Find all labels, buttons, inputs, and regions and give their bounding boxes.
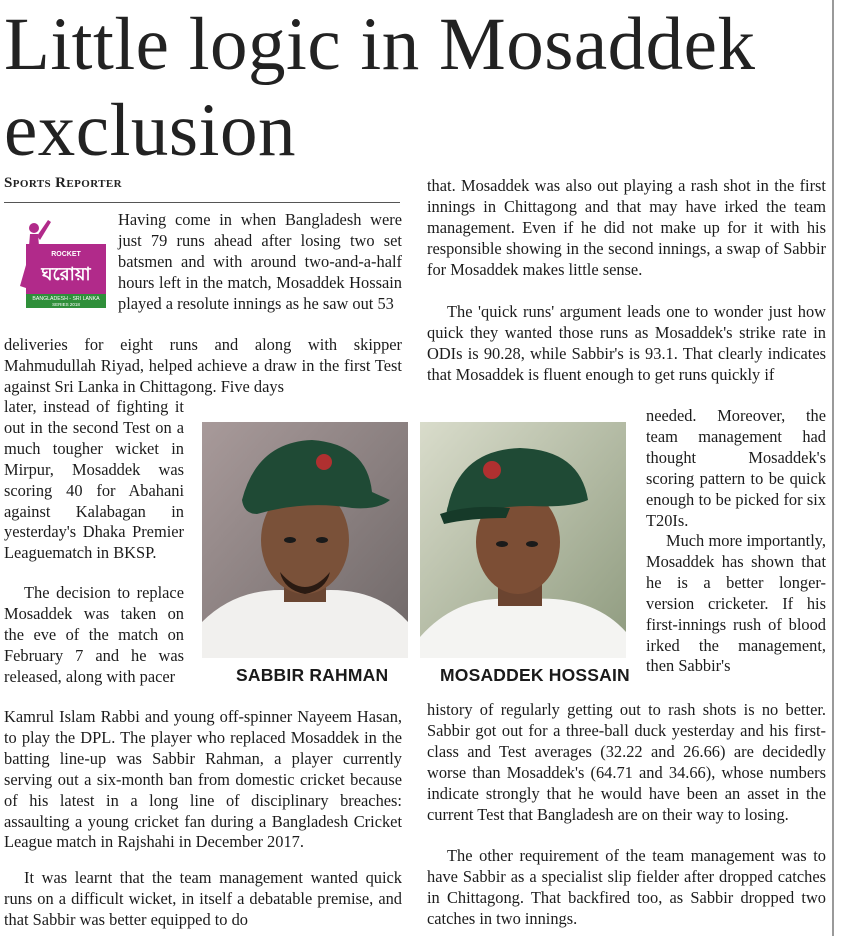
- paragraph-5-narrow: Much more importantly, Mosaddek has shown that he is a better longer-version cricketer. If his first-innings rush of blood irked the management, then Sabbir's: [646, 531, 826, 676]
- page-edge-rule: [832, 0, 834, 936]
- sabbir-rahman-photo: [202, 422, 408, 658]
- logo-title: ROCKET: [51, 251, 81, 258]
- paragraph-5-continued: history of regularly getting out to rash shots is no better. Sabbir got out for a three-ball duck yesterday and his first-class and Test averages (32.22 and 26.66) are decidedly worse than Mosaddek's (64.71 and 34.66), whose numbers indicate strongly that he would have been an asset in the current Test that Bangladesh are on their way to losing.: [427, 700, 826, 824]
- paragraph-1-intro: Having come in when Bangladesh were just 79 runs ahead after losing two set batsmen and with around two-and-a-half hours left in the match, Mosaddek Hossain played a resolute innings as he saw out 53: [118, 210, 402, 313]
- logo-wordmark: ঘরোয়া: [41, 264, 91, 285]
- logo-series: SERIES 2018: [52, 302, 80, 307]
- paragraph-2-narrow: The decision to replace Mosaddek was taken on the eve of the match on February 7 and he was released, along with pacer: [4, 583, 184, 686]
- byline-divider: [4, 202, 400, 203]
- paragraph-2-continued: Kamrul Islam Rabbi and young off-spinner Nayeem Hasan, to play the DPL. The player who replaced Mosaddek in the batting line-up was Sabbir Rahman, a player currently serving out a six-month ban from domestic cricket because of his latest in a long line of disciplinary breaches: assaulting a young cricket fan during a Bangladesh Cricket League match in Rajshahi in December 2017.: [4, 707, 402, 852]
- logo-subtitle: BANGLADESH - SRI LANKA: [32, 296, 100, 302]
- paragraph-1-narrow: later, instead of fighting it out in the second Test on a much tougher wicket in Mirpur, Mosaddek was scoring 40 for Abahani against Kalabagan in yesterday's Dhaka Premier Leaguematch in BKSP.: [4, 397, 184, 563]
- caption-mosaddek-hossain: MOSADDEK HOSSAIN: [440, 665, 630, 685]
- series-logo: [4, 214, 108, 310]
- paragraph-6: The other requirement of the team management was to have Sabbir as a specialist slip fielder after dropped catches in Chittagong. That backfired too, as Sabbir dropped two catches in two innings.: [427, 846, 826, 928]
- caption-sabbir-rahman: SABBIR RAHMAN: [236, 665, 389, 685]
- paragraph-3-continued: that. Mosaddek was also out playing a rash shot in the first innings in Chittagong and that may have irked the team management. Even if he did not make up for it with his responsible showing in the second innings, a swap of Sabbir for Mosaddek makes little sense.: [427, 176, 826, 279]
- mosaddek-hossain-photo: [420, 422, 626, 658]
- byline: Sports Reporter: [4, 175, 122, 191]
- headline: Little logic in Mosaddek exclusion: [4, 3, 756, 172]
- paragraph-4-narrow: needed. Moreover, the team management had thought Mosaddek's scoring pattern to be quick enough to be picked for six T20Is.: [646, 406, 826, 530]
- paragraph-1-continued: deliveries for eight runs and along with skipper Mahmudullah Riyad, helped achieve a draw in the first Test against Sri Lanka in Chittagong. Five days: [4, 335, 402, 396]
- paragraph-3: It was learnt that the team management wanted quick runs on a difficult wicket, in itself a debatable premise, and that Sabbir was better equipped to do: [4, 868, 402, 929]
- paragraph-4: The 'quick runs' argument leads one to wonder just how quick they wanted those runs as Mosaddek's strike rate in ODIs is 90.28, while Sabbir's is 93.1. That clearly indicates that Mosaddek is fluent enough to get runs quickly if: [427, 302, 826, 384]
